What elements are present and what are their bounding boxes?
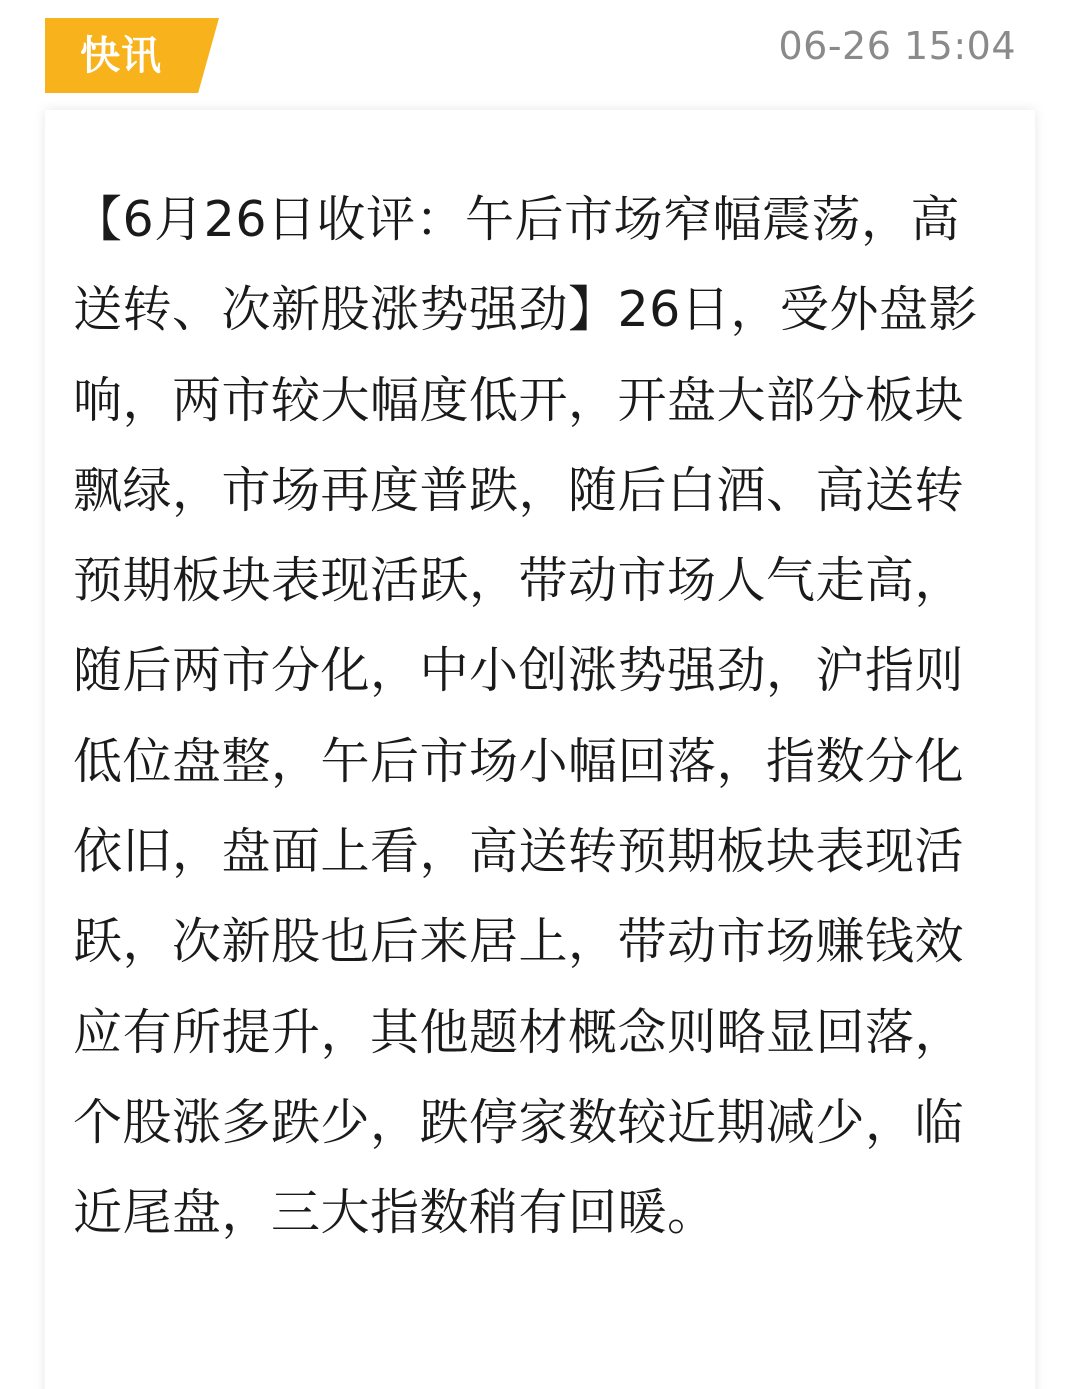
flash-badge-label: 快讯 xyxy=(80,33,162,79)
publish-timestamp: 06-26 15:04 xyxy=(778,24,1016,68)
news-card[interactable] xyxy=(45,110,1035,1389)
news-content: 【6月26日收评：午后市场窄幅震荡，高送转、次新股涨势强劲】26日，受外盘影响，两市较大幅度低开，开盘大部分板块飘绿，市场再度普跌，随后白酒、高送转预期板块表现活跃，带动市场人气走高，随后两市分化，中小创涨势强劲，沪指则低位盘整，午后市场小幅回落，指数分化依旧，盘面上看，高送转预期板块表现活跃，次新股也后来居上，带动市场赚钱效应有所提升，其他题材概念则略显回落，个股涨多跌少，跌停家数较近期减少，临近尾盘，三大指数稍有回暖。 xyxy=(73,191,978,1242)
